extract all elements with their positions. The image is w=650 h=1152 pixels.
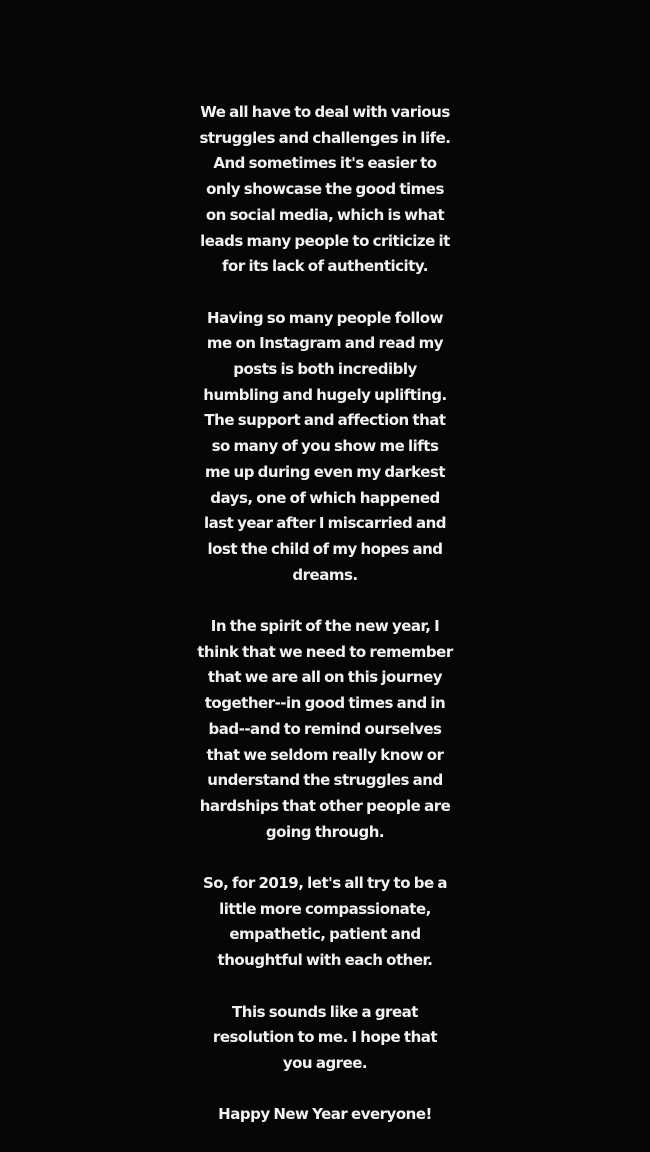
story-paragraph-1: We all have to deal with various struggles and challenges in life. And sometimes it's easier to only showcase the good times on social media, which is what leads many people to criticize it for its lack of authenticity. bbox=[199, 103, 451, 276]
story-text-block bbox=[170, 100, 480, 1152]
story-paragraph-4: So, for 2019, let's all try to be a little more compassionate, empathetic, patient and thoughtful with each other. bbox=[202, 874, 448, 970]
story-paragraph-6: Happy New Year everyone! bbox=[218, 1105, 432, 1124]
story-paragraph-3: In the spirit of the new year, I think that we need to remember that we are all on this journey together--in good times and in bad--and to remind ourselves that we seldom really know or understand the struggles and hardships that other people are going through. bbox=[197, 617, 453, 841]
story-paragraph-5: This sounds like a great resolution to me. I hope that you agree. bbox=[212, 1002, 438, 1072]
story-paragraph-2: Having so many people follow me on Instagram and read my posts is both incredibly humbling and hugely uplifting. The support and affection that so many of you show me lifts me up during even my darkest days, one of which happened last year after I miscarried and lost the child of my hopes and dreams. bbox=[203, 308, 447, 584]
